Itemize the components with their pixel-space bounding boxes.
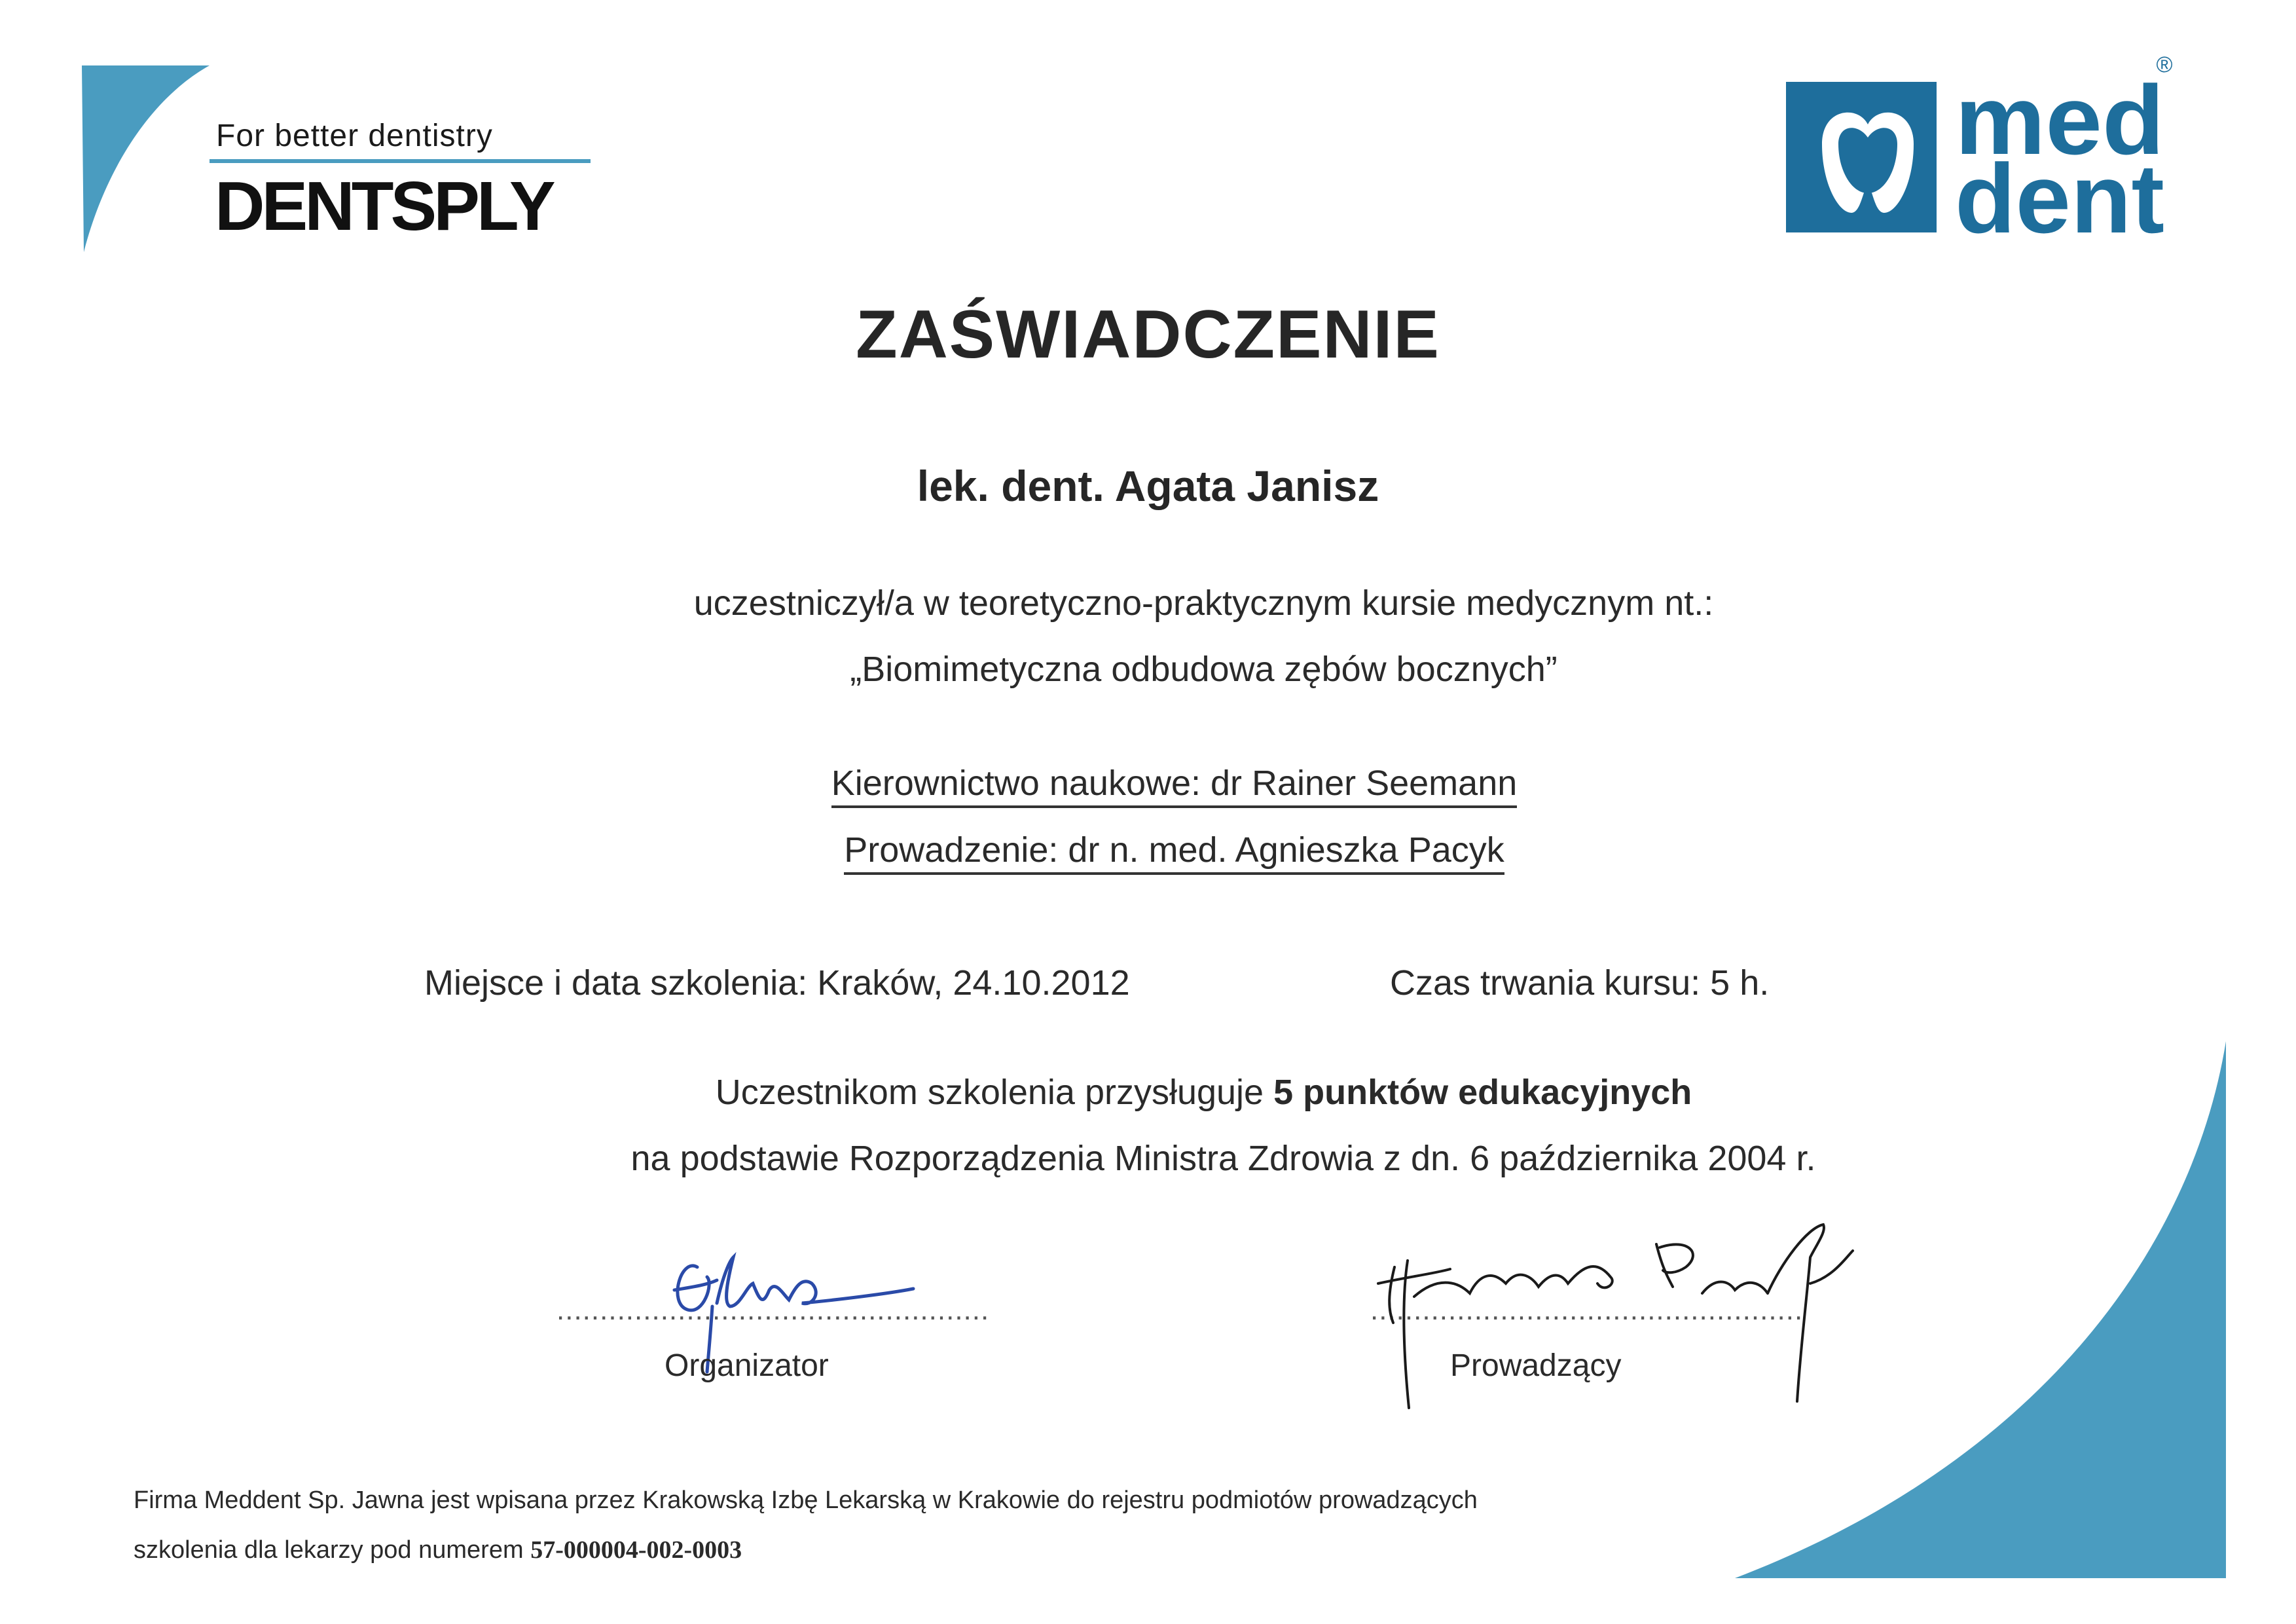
participation-text: uczestniczył/a w teoretyczno-praktycznym kursie medycznym nt.: <box>693 583 1714 623</box>
organizer-label: Organizator <box>665 1348 829 1383</box>
scientific-lead: Kierownictwo naukowe: dr Rainer Seemann <box>831 764 1518 808</box>
footer-line-2-prefix: szkolenia dla lekarzy pod numerem <box>134 1536 531 1564</box>
footer-line-1: Firma Meddent Sp. Jawna jest wpisana przez Krakowską Izbę Lekarską w Krakowie do rejestru podmiotów prowadzących <box>134 1486 1478 1514</box>
meddent-line2: dent <box>1955 143 2164 242</box>
certificate-title: ZAŚWIADCZENIE <box>856 297 1440 373</box>
course-title: „Biomimetyczna odbudowa zębów bocznych” <box>850 650 1558 689</box>
place-and-date: Miejsce i data szkolenia: Kraków, 24.10.2012 <box>424 963 1130 1003</box>
instructor-signature-line: .................................................. <box>1370 1294 1804 1326</box>
organizer-signature-line: .................................................. <box>556 1294 990 1326</box>
instructor-label: Prowadzący <box>1450 1348 1622 1383</box>
legal-basis: na podstawie Rozporządzenia Ministra Zdrowia z dn. 6 października 2004 r. <box>630 1139 1816 1178</box>
registry-number: 57-000004-002-0003 <box>530 1536 742 1564</box>
registered-mark: ® <box>2156 52 2173 77</box>
points-prefix: Uczestnikom szkolenia przysługuje <box>715 1073 1274 1112</box>
recipient-name: lek. dent. Agata Janisz <box>917 462 1379 510</box>
dentsply-logo: DENTSPLY <box>215 168 553 245</box>
points-bold: 5 punktów edukacyjnych <box>1273 1073 1692 1112</box>
footer-line-2 <box>134 1536 742 1564</box>
dentsply-tagline: For better dentistry <box>216 119 493 153</box>
meddent-line1: med <box>1955 65 2164 175</box>
course-duration: Czas trwania kursu: 5 h. <box>1390 963 1770 1003</box>
instructor: Prowadzenie: dr n. med. Agnieszka Pacyk <box>844 830 1504 875</box>
